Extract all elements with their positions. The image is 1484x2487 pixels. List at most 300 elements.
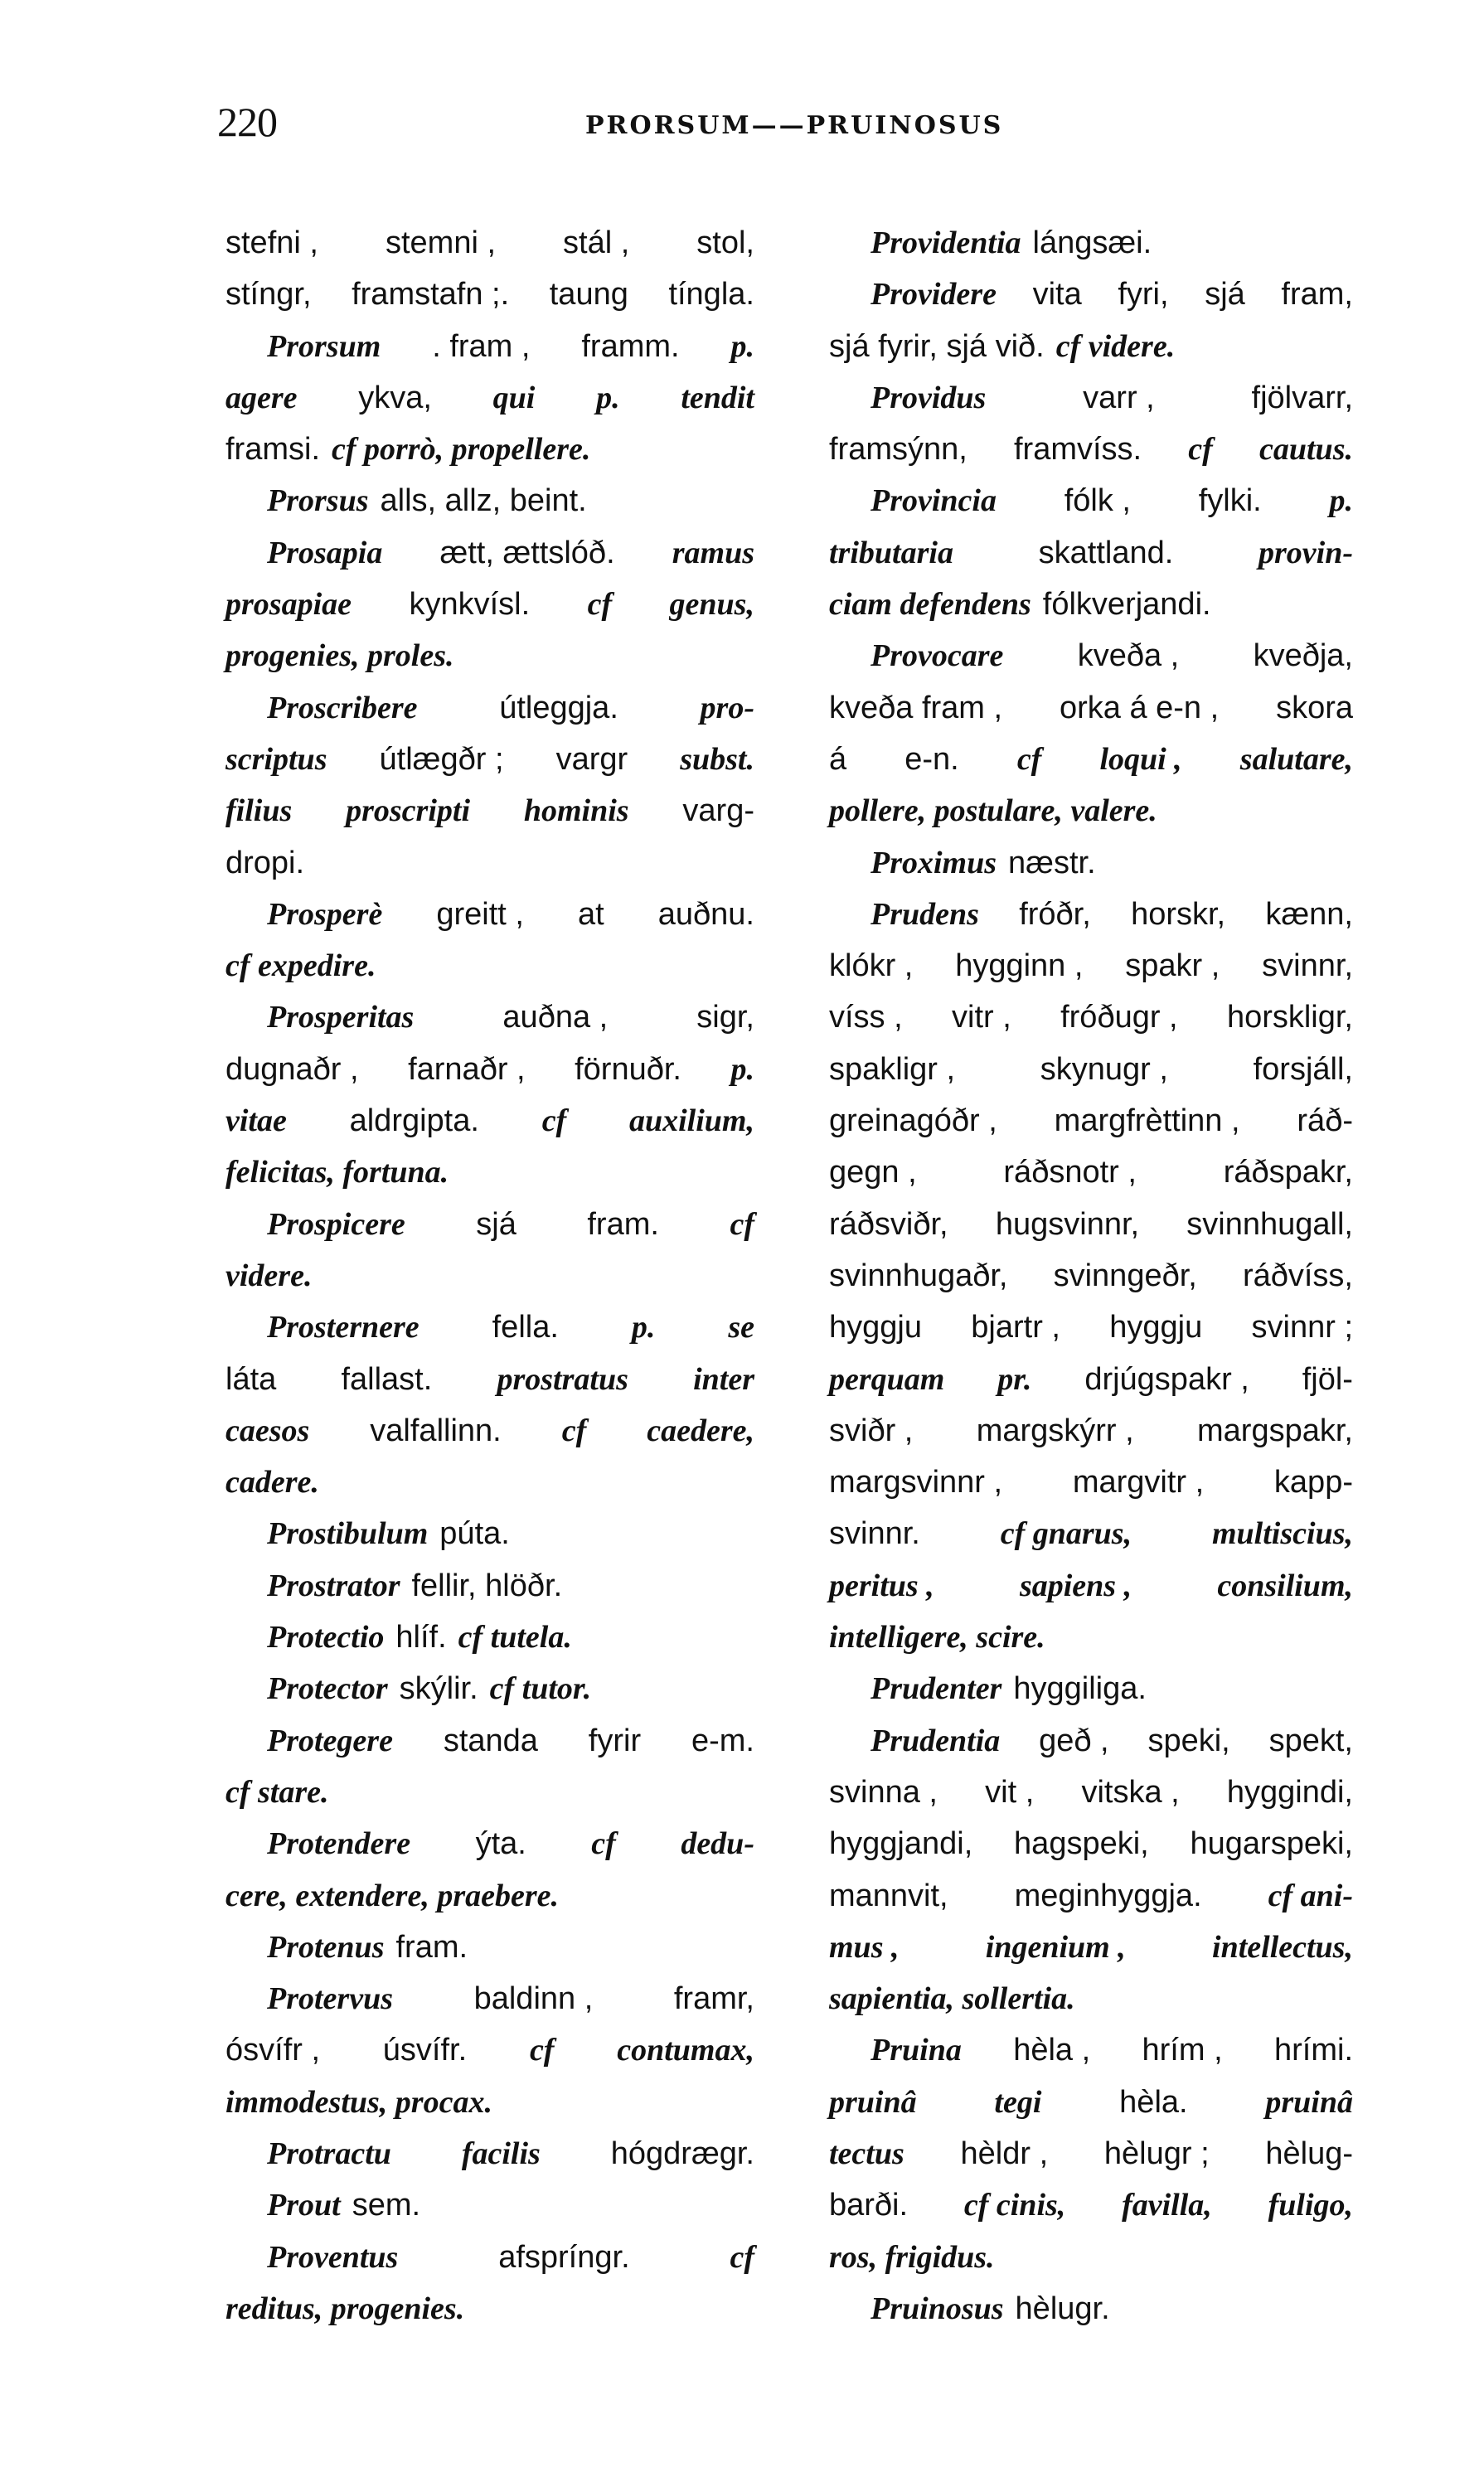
latin-term: mus , — [829, 1929, 900, 1965]
continuation-line — [829, 1508, 1353, 1559]
icelandic-gloss: framm. — [581, 328, 680, 364]
latin-term: cf videre. — [1055, 328, 1176, 364]
latin-term: pruinâ — [1265, 2084, 1353, 2120]
latin-term: genus, — [669, 587, 754, 623]
latin-term: loqui , — [1099, 741, 1182, 777]
continuation-line — [829, 1250, 1353, 1302]
icelandic-gloss: hyggindi, — [1226, 1774, 1353, 1810]
latin-term: ciam defendens — [829, 587, 1031, 623]
icelandic-gloss: tíngla. — [668, 277, 754, 313]
continuation-line — [829, 2077, 1353, 2128]
icelandic-gloss: ráðsnotr , — [1003, 1155, 1137, 1190]
latin-term: cf — [1188, 432, 1213, 468]
latin-term: Pruinosus — [871, 2291, 1004, 2326]
entry-line — [226, 1973, 754, 2024]
continuation-line — [226, 424, 754, 475]
icelandic-gloss: skýlir. — [399, 1671, 478, 1707]
icelandic-gloss: ætt, ættslóð. — [439, 535, 615, 570]
icelandic-gloss: fram, — [1281, 277, 1353, 313]
icelandic-gloss: e-m. — [691, 1723, 754, 1758]
latin-term: Proximus — [871, 845, 997, 880]
latin-term: cf porrò, propellere. — [332, 432, 591, 468]
continuation-line — [829, 1612, 1353, 1663]
latin-term: pr. — [997, 1361, 1032, 1397]
icelandic-gloss: ráðvíss, — [1242, 1258, 1353, 1293]
continuation-line — [829, 579, 1353, 630]
continuation-line — [226, 785, 754, 836]
latin-term: Prostrator — [267, 1568, 400, 1603]
continuation-line — [829, 527, 1353, 579]
latin-term: cf expedire. — [226, 948, 376, 984]
icelandic-gloss: geð , — [1039, 1723, 1109, 1758]
icelandic-gloss: meginhyggja. — [1014, 1878, 1202, 1913]
icelandic-gloss: margspakr, — [1197, 1413, 1353, 1448]
latin-term: immodestus, procax. — [226, 2084, 492, 2120]
latin-term: cadere. — [226, 1465, 319, 1500]
latin-term: cf — [1016, 741, 1042, 777]
latin-term: p. — [730, 1051, 754, 1087]
latin-term: ramus — [672, 535, 754, 570]
continuation-line — [829, 424, 1353, 475]
continuation-line — [226, 630, 754, 681]
icelandic-gloss: vit , — [985, 1774, 1035, 1810]
icelandic-gloss: fróðr, — [1019, 896, 1091, 932]
latin-term: tegi — [994, 2084, 1042, 2120]
entry-line — [829, 2024, 1353, 2076]
latin-term: filius — [226, 793, 293, 829]
icelandic-gloss: valfallinn. — [370, 1413, 502, 1448]
latin-term: Protervus — [267, 1981, 393, 2017]
icelandic-gloss: svinnr ; — [1251, 1310, 1353, 1345]
icelandic-gloss: skattland. — [1038, 535, 1174, 570]
icelandic-gloss: afspríngr. — [498, 2239, 630, 2275]
latin-term: ingenium , — [985, 1929, 1126, 1965]
entry-line — [226, 321, 754, 372]
icelandic-gloss: standa — [443, 1723, 538, 1758]
continuation-line — [829, 1354, 1353, 1405]
latin-term: intelligere, scire. — [829, 1620, 1045, 1656]
icelandic-gloss: sjá — [1205, 277, 1245, 313]
latin-term: Protector — [267, 1671, 388, 1707]
icelandic-gloss: skora — [1276, 690, 1353, 725]
icelandic-gloss: dugnaðr , — [226, 1051, 359, 1087]
latin-term: qui — [492, 380, 536, 415]
continuation-line — [829, 2128, 1353, 2179]
latin-term: cere, extendere, praebere. — [226, 1878, 560, 1913]
latin-term: cf — [591, 1826, 616, 1862]
latin-term: sapiens , — [1019, 1568, 1132, 1603]
entry-line — [226, 1922, 754, 1973]
latin-term: proscripti — [346, 793, 470, 829]
latin-term: Providere — [871, 277, 997, 313]
latin-term: tributaria — [829, 535, 953, 570]
continuation-line — [226, 2024, 754, 2076]
latin-term: auxilium, — [628, 1103, 754, 1139]
icelandic-gloss: drjúgspakr , — [1084, 1361, 1249, 1397]
latin-term: videre. — [226, 1258, 313, 1293]
entry-line — [829, 630, 1353, 681]
latin-term: tendit — [681, 380, 754, 415]
icelandic-gloss: hyggju — [1109, 1310, 1203, 1345]
icelandic-gloss: hygginn , — [955, 948, 1084, 984]
continuation-line — [226, 579, 754, 630]
icelandic-gloss: framstafn ;. — [352, 277, 510, 313]
icelandic-gloss: auðna , — [502, 1000, 609, 1035]
continuation-line — [226, 1405, 754, 1457]
continuation-line — [829, 1973, 1353, 2024]
entry-line — [829, 475, 1353, 526]
icelandic-gloss: fellir, hlöðr. — [411, 1568, 563, 1603]
latin-term: Proscribere — [267, 690, 418, 725]
right-column — [829, 217, 1353, 2334]
continuation-line — [226, 269, 754, 320]
icelandic-gloss: greitt , — [436, 896, 524, 932]
icelandic-gloss: sviðr , — [829, 1413, 914, 1448]
latin-term: cf gnarus, — [1000, 1516, 1132, 1552]
latin-term: felicitas, fortuna. — [226, 1155, 449, 1190]
latin-term: Protenus — [267, 1929, 385, 1965]
latin-term: ros, frigidus. — [829, 2239, 995, 2275]
icelandic-gloss: förnuðr. — [575, 1051, 681, 1087]
continuation-line — [829, 1560, 1353, 1612]
continuation-line — [226, 1457, 754, 1508]
continuation-line — [829, 321, 1353, 372]
latin-term: perquam — [829, 1361, 945, 1397]
icelandic-gloss: auðnu. — [657, 896, 754, 932]
icelandic-gloss: margsvinnr , — [829, 1465, 1003, 1500]
icelandic-gloss: fylki. — [1198, 483, 1262, 519]
continuation-line — [829, 1199, 1353, 1250]
continuation-line — [226, 734, 754, 785]
icelandic-gloss: farnaðr , — [408, 1051, 526, 1087]
icelandic-gloss: varg- — [682, 793, 754, 829]
latin-term: pro- — [700, 690, 754, 725]
latin-term: facilis — [461, 2136, 541, 2171]
latin-term: Prosapia — [267, 535, 383, 570]
icelandic-gloss: fróðugr , — [1060, 1000, 1178, 1035]
entry-line — [829, 889, 1353, 940]
continuation-line — [226, 1250, 754, 1302]
icelandic-gloss: taung — [549, 277, 628, 313]
icelandic-gloss: fella. — [492, 1310, 559, 1345]
latin-term: cautus. — [1259, 432, 1353, 468]
icelandic-gloss: forsjáll, — [1253, 1051, 1353, 1087]
latin-term: Prospicere — [267, 1206, 405, 1242]
icelandic-gloss: klókr , — [829, 948, 914, 984]
icelandic-gloss: at — [578, 896, 604, 932]
latin-term: cf — [730, 2239, 754, 2275]
continuation-line — [226, 1044, 754, 1095]
latin-term: Provocare — [871, 638, 1004, 674]
icelandic-gloss: kænn, — [1265, 896, 1353, 932]
icelandic-gloss: hèla. — [1119, 2084, 1188, 2120]
icelandic-gloss: hèlug- — [1265, 2136, 1353, 2171]
icelandic-gloss: hugarspeki, — [1190, 1826, 1353, 1862]
entry-line — [226, 1612, 754, 1663]
continuation-line — [226, 1870, 754, 1922]
icelandic-gloss: kynkvísl. — [409, 587, 531, 623]
icelandic-gloss: fram. — [587, 1206, 659, 1242]
icelandic-gloss: fyrir — [588, 1723, 642, 1758]
icelandic-gloss: varr , — [1083, 380, 1155, 415]
latin-term: cf — [541, 1103, 567, 1139]
latin-term: Prosternere — [267, 1310, 419, 1345]
icelandic-gloss: víss , — [829, 1000, 903, 1035]
icelandic-gloss: vita — [1032, 277, 1082, 313]
latin-term: Prosperè — [267, 896, 383, 932]
latin-term: Prostibulum — [267, 1516, 429, 1552]
icelandic-gloss: hrími. — [1274, 2033, 1353, 2068]
entry-line — [829, 217, 1353, 269]
latin-term: cf tutela. — [458, 1620, 572, 1656]
icelandic-gloss: púta. — [439, 1516, 510, 1552]
icelandic-gloss: speki, — [1147, 1723, 1230, 1758]
continuation-line — [829, 1457, 1353, 1508]
icelandic-gloss: kveða , — [1077, 638, 1180, 674]
icelandic-gloss: hyggju — [829, 1310, 922, 1345]
entry-line — [226, 1560, 754, 1612]
icelandic-gloss: hyggiliga. — [1013, 1671, 1147, 1707]
latin-term: reditus, progenies. — [226, 2291, 465, 2326]
continuation-line — [829, 682, 1353, 734]
entry-line — [226, 2179, 754, 2231]
continuation-line — [829, 2179, 1353, 2231]
icelandic-gloss: sem. — [352, 2188, 421, 2223]
icelandic-gloss: svinngeðr, — [1053, 1258, 1197, 1293]
icelandic-gloss: horskr, — [1131, 896, 1226, 932]
entry-line — [829, 1663, 1353, 1714]
latin-term: Prudentia — [871, 1723, 1001, 1758]
icelandic-gloss: framsýnn, — [829, 432, 968, 468]
continuation-line — [829, 734, 1353, 785]
latin-term: inter — [693, 1361, 754, 1397]
icelandic-gloss: ýta. — [475, 1826, 526, 1862]
continuation-line — [829, 1818, 1353, 1869]
icelandic-gloss: ósvífr , — [226, 2033, 321, 2068]
icelandic-gloss: kveðja, — [1253, 638, 1353, 674]
latin-term: provin- — [1258, 535, 1353, 570]
entry-line — [829, 372, 1353, 424]
icelandic-gloss: fram. — [395, 1929, 468, 1965]
icelandic-gloss: sjá fyrir, sjá við. — [829, 328, 1045, 364]
latin-term: pollere, postulare, valere. — [829, 793, 1157, 829]
latin-term: se — [728, 1310, 754, 1345]
latin-term: Protectio — [267, 1620, 385, 1656]
icelandic-gloss: skynugr , — [1040, 1051, 1168, 1087]
latin-term: scriptus — [226, 741, 327, 777]
icelandic-gloss: kveða fram , — [829, 690, 1003, 725]
latin-term: subst. — [680, 741, 754, 777]
icelandic-gloss: fyri, — [1118, 277, 1169, 313]
icelandic-gloss: sigr, — [696, 1000, 754, 1035]
icelandic-gloss: láta — [226, 1361, 277, 1397]
latin-term: sapientia, sollertia. — [829, 1981, 1075, 2017]
icelandic-gloss: hèlugr ; — [1103, 2136, 1210, 2171]
latin-term: cf — [730, 1206, 754, 1242]
latin-term: Prudens — [871, 896, 979, 932]
continuation-line — [829, 1147, 1353, 1198]
entry-line — [226, 2232, 754, 2283]
icelandic-gloss: kapp- — [1273, 1465, 1353, 1500]
icelandic-gloss: vitr , — [952, 1000, 1011, 1035]
icelandic-gloss: spakligr , — [829, 1051, 956, 1087]
icelandic-gloss: orka á e-n , — [1059, 690, 1220, 725]
entry-line — [226, 2128, 754, 2179]
icelandic-gloss: svinnr. — [829, 1516, 920, 1552]
icelandic-gloss: stíngr, — [226, 277, 312, 313]
entry-line — [226, 889, 754, 940]
icelandic-gloss: baldinn , — [473, 1981, 594, 2017]
latin-term: dedu- — [681, 1826, 754, 1862]
latin-term: salutare, — [1239, 741, 1353, 777]
icelandic-gloss: svinnhugall, — [1186, 1206, 1353, 1242]
continuation-line — [829, 1922, 1353, 1973]
continuation-line — [226, 2283, 754, 2334]
latin-term: pruinâ — [829, 2084, 917, 2120]
latin-term: Protractu — [267, 2136, 391, 2171]
continuation-line — [829, 1405, 1353, 1457]
entry-line — [829, 1715, 1353, 1767]
icelandic-gloss: alls, allz, beint. — [380, 483, 587, 519]
icelandic-gloss: margfrèttinn , — [1054, 1103, 1240, 1139]
latin-term: hominis — [523, 793, 629, 829]
latin-term: consilium, — [1217, 1568, 1353, 1603]
icelandic-gloss: dropi. — [226, 845, 305, 880]
icelandic-gloss: ykva, — [358, 380, 432, 415]
latin-term: tectus — [829, 2136, 904, 2171]
latin-term: Prorsus — [267, 483, 369, 519]
entry-line — [226, 1199, 754, 1250]
latin-term: vitae — [226, 1103, 287, 1139]
icelandic-gloss: mannvit, — [829, 1878, 948, 1913]
continuation-line — [829, 1870, 1353, 1922]
latin-term: Prorsum — [267, 328, 381, 364]
continuation-line — [226, 1095, 754, 1147]
icelandic-gloss: ráðspakr, — [1223, 1155, 1353, 1190]
continuation-line — [829, 785, 1353, 836]
icelandic-gloss: stemni , — [385, 225, 497, 260]
icelandic-gloss: hèla , — [1013, 2033, 1091, 2068]
continuation-line — [226, 837, 754, 889]
continuation-line — [829, 2232, 1353, 2283]
icelandic-gloss: ráðsviðr, — [829, 1206, 948, 1242]
continuation-line — [829, 1095, 1353, 1147]
icelandic-gloss: hrím , — [1142, 2033, 1223, 2068]
latin-term: caesos — [226, 1413, 310, 1448]
icelandic-gloss: barði. — [829, 2188, 909, 2223]
icelandic-gloss: næstr. — [1008, 845, 1096, 880]
icelandic-gloss: framvíss. — [1014, 432, 1142, 468]
continuation-line — [829, 1767, 1353, 1818]
icelandic-gloss: e-n. — [904, 741, 959, 777]
icelandic-gloss: aldrgipta. — [349, 1103, 479, 1139]
latin-term: Prout — [267, 2188, 341, 2223]
continuation-line — [226, 940, 754, 991]
continuation-line — [829, 991, 1353, 1043]
latin-term: Protendere — [267, 1826, 411, 1862]
icelandic-gloss: fólkverjandi. — [1042, 587, 1211, 623]
icelandic-gloss: fólk , — [1064, 483, 1131, 519]
icelandic-gloss: hèlugr. — [1015, 2291, 1110, 2326]
icelandic-gloss: margskýrr , — [976, 1413, 1134, 1448]
left-column — [226, 217, 754, 2334]
latin-term: multiscius, — [1211, 1516, 1353, 1552]
latin-term: caedere, — [647, 1413, 754, 1448]
latin-term: Providentia — [871, 225, 1021, 260]
icelandic-gloss: hagspeki, — [1014, 1826, 1149, 1862]
entry-line — [226, 1508, 754, 1559]
icelandic-gloss: gegn , — [829, 1155, 917, 1190]
icelandic-gloss: stefni , — [226, 225, 318, 260]
icelandic-gloss: greinagóðr , — [829, 1103, 997, 1139]
latin-term: cf stare. — [226, 1774, 329, 1810]
continuation-line — [226, 217, 754, 269]
latin-term: peritus , — [829, 1568, 934, 1603]
icelandic-gloss: hyggjandi, — [829, 1826, 973, 1862]
icelandic-gloss: úsvífr. — [382, 2033, 468, 2068]
icelandic-gloss: svinnr, — [1262, 948, 1353, 984]
icelandic-gloss: hógdrægr. — [610, 2136, 754, 2171]
entry-line — [226, 991, 754, 1043]
continuation-line — [829, 940, 1353, 991]
icelandic-gloss: ráð- — [1297, 1103, 1353, 1139]
latin-term: intellectus, — [1212, 1929, 1353, 1965]
latin-term: favilla, — [1122, 2188, 1212, 2223]
latin-term: fuligo, — [1268, 2188, 1353, 2223]
latin-term: cf — [561, 1413, 587, 1448]
latin-term: cf tutor. — [489, 1671, 592, 1707]
icelandic-gloss: fjöl- — [1302, 1361, 1353, 1397]
icelandic-gloss: fjölvarr, — [1251, 380, 1353, 415]
latin-term: p. — [730, 328, 754, 364]
entry-line — [829, 2283, 1353, 2334]
icelandic-gloss: útlægðr ; — [379, 741, 504, 777]
latin-term: cf — [529, 2033, 555, 2068]
entry-line — [226, 682, 754, 734]
icelandic-gloss: spekt, — [1268, 1723, 1353, 1758]
entry-line — [829, 837, 1353, 889]
continuation-line — [226, 1354, 754, 1405]
latin-term: p. — [1329, 483, 1353, 519]
icelandic-gloss: . fram , — [432, 328, 531, 364]
icelandic-gloss: lángsæi. — [1032, 225, 1152, 260]
entry-line — [226, 527, 754, 579]
latin-term: Pruina — [871, 2033, 962, 2068]
icelandic-gloss: hlíf. — [395, 1620, 447, 1656]
entry-line — [226, 1715, 754, 1767]
latin-term: Providus — [871, 380, 987, 415]
latin-term: Proventus — [267, 2239, 399, 2275]
entry-line — [226, 475, 754, 526]
icelandic-gloss: vargr — [555, 741, 628, 777]
continuation-line — [226, 2077, 754, 2128]
latin-term: p. — [596, 380, 620, 415]
page-number: 220 — [217, 99, 277, 145]
icelandic-gloss: stol, — [696, 225, 754, 260]
icelandic-gloss: hugsvinnr, — [995, 1206, 1140, 1242]
icelandic-gloss: framr, — [673, 1981, 754, 2017]
entry-line — [226, 1302, 754, 1353]
latin-term: prosapiae — [226, 587, 352, 623]
entry-line — [226, 1818, 754, 1869]
continuation-line — [226, 1147, 754, 1198]
latin-term: cf ani- — [1268, 1878, 1353, 1913]
latin-term: prostratus — [497, 1361, 628, 1397]
icelandic-gloss: vitska , — [1081, 1774, 1180, 1810]
latin-term: agere — [226, 380, 298, 415]
icelandic-gloss: margvitr , — [1072, 1465, 1205, 1500]
icelandic-gloss: hèldr , — [960, 2136, 1049, 2171]
